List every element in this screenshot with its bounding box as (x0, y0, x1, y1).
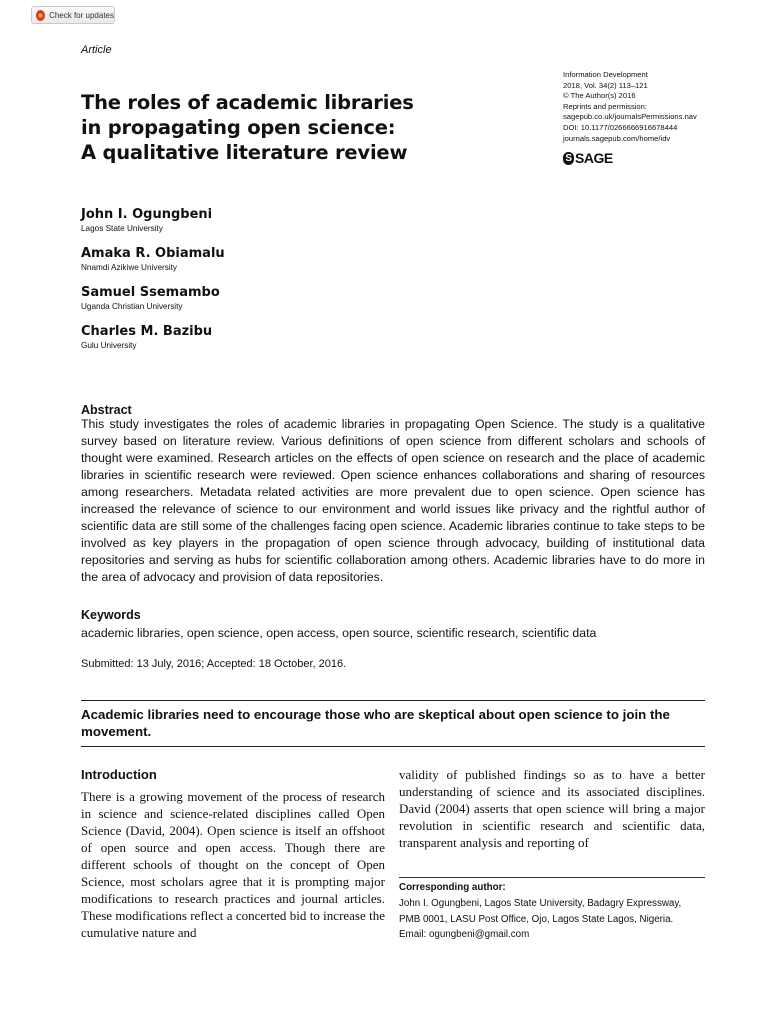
introduction-heading: Introduction (81, 767, 157, 782)
author-name: Amaka R. Obiamalu (81, 246, 225, 261)
author-block (81, 324, 212, 350)
title-line: in propagating open science: (81, 116, 396, 139)
check-for-updates-label: Check for updates (49, 10, 114, 20)
journal-name: Information Development (563, 70, 648, 79)
highlight-top-rule (81, 700, 705, 701)
title-line: The roles of academic libraries (81, 91, 414, 114)
keywords-heading: Keywords (81, 608, 141, 622)
article-title (81, 90, 461, 165)
introduction-left-column: There is a growing movement of the process of research in science and science-related disciplines called Open Science (David, 2004). Open science is itself an offshoot of open source and open access. Though there are different schools of thought on the concept of Open Science, most scholars agree that it is prompting major modifications to research practices and journal articles. These modifications reflect a concerted bid to increase the cumulative nature and (81, 789, 385, 940)
highlight-bottom-rule (81, 746, 705, 747)
journal-doi[interactable]: DOI: 10.1177/0266666916678444 (563, 122, 678, 132)
sage-s-icon: S (563, 152, 574, 165)
author-name: Charles M. Bazibu (81, 324, 213, 339)
corresponding-address-line: John I. Ogungbeni, Lagos State University, Badagry Expressway, (399, 898, 682, 909)
author-affiliation: Lagos State University (81, 224, 163, 233)
article-type-label: Article (81, 44, 112, 56)
corresponding-email[interactable]: Email: ogungbeni@gmail.com (399, 929, 530, 940)
author-affiliation: Uganda Christian University (81, 302, 183, 311)
introduction-right-column: validity of published findings so as to have a better understanding of science and its associated disciplines. David (2004) asserts that open science will bring a major revolution in scientific research and scientific data, transparent analysis and reporting of (399, 767, 705, 850)
author-block (81, 285, 220, 311)
corresponding-author-heading: Corresponding author: (399, 882, 506, 893)
check-for-updates-badge[interactable] (31, 6, 115, 24)
journal-reprints: Reprints and permission: (563, 101, 647, 111)
journal-homepage-link[interactable]: journals.sagepub.com/home/idv (563, 133, 671, 143)
submission-dates: Submitted: 13 July, 2016; Accepted: 18 October, 2016. (81, 658, 347, 670)
title-line: A qualitative literature review (81, 141, 408, 164)
journal-copyright: © The Author(s) 2016 (563, 91, 636, 101)
author-affiliation: Gulu University (81, 341, 137, 350)
corresponding-address-line: PMB 0001, LASU Post Office, Ojo, Lagos State Lagos, Nigeria. (399, 913, 674, 925)
highlight-statement: Academic libraries need to encourage those who are skeptical about open science to join the movement. (81, 707, 670, 739)
corresponding-author-details (399, 896, 719, 943)
footnote-rule (399, 877, 705, 878)
publisher-name: SAGE (575, 150, 613, 166)
journal-volume: 2018, Vol. 34(2) 113–121 (563, 80, 648, 90)
crossmark-icon (36, 10, 45, 21)
author-name: Samuel Ssemambo (81, 285, 220, 300)
abstract-heading: Abstract (81, 403, 132, 417)
abstract-text: This study investigates the roles of academic libraries in propagating Open Science. The study is a qualitative survey based on literature review. Various definitions of open science from different scholars and schools of thought were examined. Research articles on the effects of open science on research and the place of academic libraries in scientific research were reviewed. Open science enhances collaborations and sharing of resources among researchers. Metadata related activities are more prevalent due to open science. Open science has increased the relevance of science to our environment and world issues like privacy and the rightful author of scientific data are still some of the challenges facing open science. Academic libraries continue to take steps to be involved as key players in the propagation of open science through advocacy, building of institutional data repositories and serving as hubs for scientific collaboration among others. Academic libraries have to do more in the area of advocacy and provision of data repositories. (81, 417, 705, 584)
sage-logo (563, 150, 613, 166)
journal-info (563, 70, 733, 144)
author-name: John I. Ogungbeni (81, 207, 213, 222)
journal-permissions-link[interactable]: sagepub.co.uk/journalsPermissions.nav (563, 112, 697, 122)
author-block (81, 246, 225, 272)
author-block (81, 207, 212, 233)
keywords-text: academic libraries, open science, open access, open source, scientific research, scientific data (81, 626, 597, 640)
author-affiliation: Nnamdi Azikiwe University (81, 263, 178, 272)
